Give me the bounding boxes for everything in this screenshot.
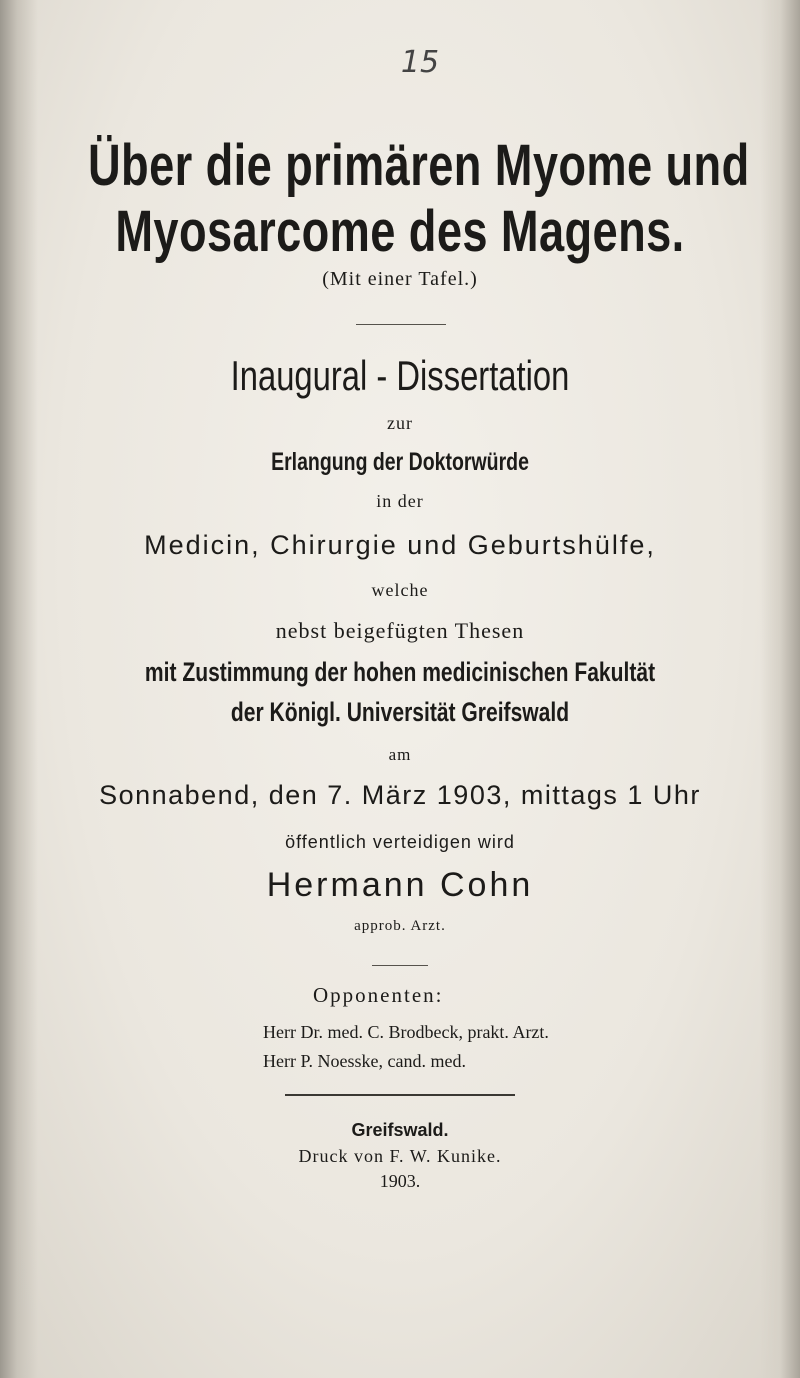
approval-line-1: mit Zustimmung der hohen medicinischen Fakultät [144,657,656,687]
purpose-line: Erlangung der Doktorwürde [271,448,529,476]
opponents-heading: Opponenten: [313,983,444,1007]
imprint-printer: Druck von F. W. Kunike. [298,1146,502,1166]
divider-2 [372,965,428,966]
title-line-1: Über die primären Myome und [88,133,750,198]
divider-1 [356,324,446,325]
defense-line: öffentlich verteidigen wird [285,832,515,852]
imprint-city: Greifswald. [351,1120,449,1140]
zur-text: zur [387,413,413,433]
opponent-1: Herr Dr. med. C. Brodbeck, prakt. Arzt. [263,1022,549,1042]
author-title: approb. Arzt. [354,918,446,934]
in-der-text: in der [376,491,424,511]
welche-text: welche [371,580,429,600]
title-note: (Mit einer Tafel.) [322,268,478,290]
imprint-year: 1903. [379,1171,421,1191]
fields-line: Medicin, Chirurgie und Geburtshülfe, [144,530,656,560]
pencil-mark: 15 [400,45,440,80]
dissertation-heading: Inaugural - Dissertation [230,352,570,399]
imprint-rule [285,1094,515,1096]
thesen-line: nebst beigefügten Thesen [275,618,525,643]
title-line-2: Myosarcome des Magens. [115,199,685,264]
am-text: am [388,745,412,764]
approval-line-2: der Königl. Universität Greifswald [230,697,570,727]
author-name: Hermann Cohn [266,866,534,904]
date-line: Sonnabend, den 7. März 1903, mittags 1 Uhr [99,780,701,810]
opponent-2: Herr P. Noesske, cand. med. [263,1051,466,1071]
